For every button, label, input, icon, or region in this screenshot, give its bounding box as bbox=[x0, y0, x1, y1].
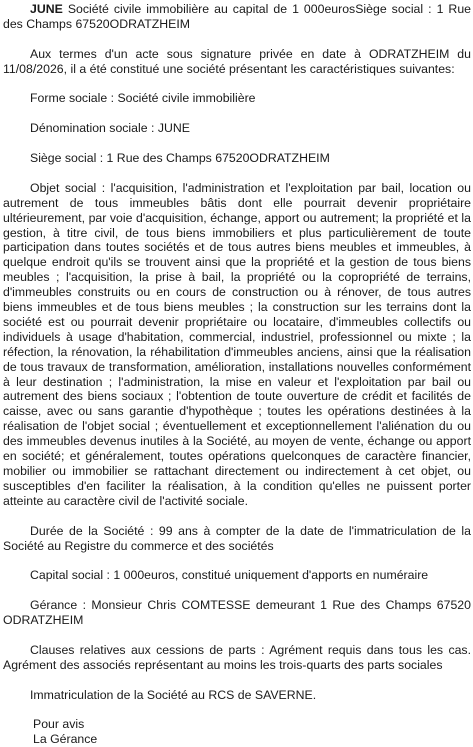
denomination-sociale: Dénomination sociale : JUNE bbox=[30, 121, 190, 136]
clauses-cessions: Clauses relatives aux cessions de parts : Agrément requis dans tous les cas. Agrément des associés représentant au moins les trois-quarts des parts sociales bbox=[3, 642, 471, 672]
signature-line: La Gérance bbox=[33, 732, 98, 747]
closing-line: Pour avis bbox=[33, 717, 85, 732]
notice-header bbox=[3, 2, 471, 32]
objet-social: Objet social : l'acquisition, l'administration et l'exploitation par bail, location ou autrement de tous immeubles bâtis dont elle pourrait devenir propriétaire ultérieurement, par voie d'acquisition, échange, apport ou autrement; la propriété et la gestion, à titre civil, de tous biens immobiliers et plus particulièrement de toute participation dans toutes sociétés et de tous autres biens meubles et immeubles, à quelque endroit qu'ils se trouvent ainsi que la propriété et la gestion de tous biens meubles ; l'acquisition, la prise à bail, la propriété ou la copropriété de terrains, d'immeubles construits ou en cours de construction ou à rénover, de tous autres biens immeubles et de tous biens meubles ; la construction sur les terrains dont la société est ou pourrait devenir propriétaire ou locataire, d'immeubles collectifs ou individuels à usage d'habitation, commercial, industriel, professionnel ou mixte ; la réfection, la rénovation, la réhabilitation d'immeubles anciens, ainsi que la réalisation de tous travaux de transformation, amélioration, installations nouvelles conformément à leur destination ; l'administration, la mise en valeur et l'exploitation par bail ou autrement des biens sociaux ; l'obtention de toute ouverture de crédit et facilités de caisse, avec ou sans garantie d'hypothèque ; toutes les opérations destinées à la réalisation de l'objet social ; éventuellement et exceptionnellement l'aliénation du ou des immeubles devenus inutiles à la Société, au moyen de vente, échange ou apport en société; et généralement, toutes opérations quelconques de caractère financier, mobilier ou immobilier se rattachant directement ou indirectement à cet objet, ou susceptibles d'en faciliter la réalisation, à la condition qu'elles ne puissent porter atteinte au caractère civil de l'activité sociale. bbox=[3, 180, 471, 508]
siege-social: Siège social : 1 Rue des Champs 67520ODRATZHEIM bbox=[30, 151, 330, 165]
header-text: Société civile immobilière au capital de 1 000eurosSiège social : 1 Rue des Champs 67520ODRATZHEIM bbox=[3, 2, 471, 31]
intro-paragraph: Aux termes d'un acte sous signature privée en date à ODRATZHEIM du 11/08/2026, il a été constitué une société présentant les caractéristiques suivantes: bbox=[3, 46, 471, 76]
immatriculation: Immatriculation de la Société au RCS de SAVERNE. bbox=[30, 687, 317, 702]
gerance: Gérance : Monsieur Chris COMTESSE demeurant 1 Rue des Champs 67520 ODRATZHEIM bbox=[3, 598, 471, 628]
forme-sociale: Forme sociale : Société civile immobilière bbox=[30, 91, 256, 106]
duree-societe: Durée de la Société : 99 ans à compter de la date de l'immatriculation de la Société au Registre du commerce et des sociétés bbox=[3, 523, 471, 553]
company-name: JUNE bbox=[30, 2, 63, 16]
capital-social: Capital social : 1 000euros, constitué uniquement d'apports en numéraire bbox=[30, 568, 429, 583]
